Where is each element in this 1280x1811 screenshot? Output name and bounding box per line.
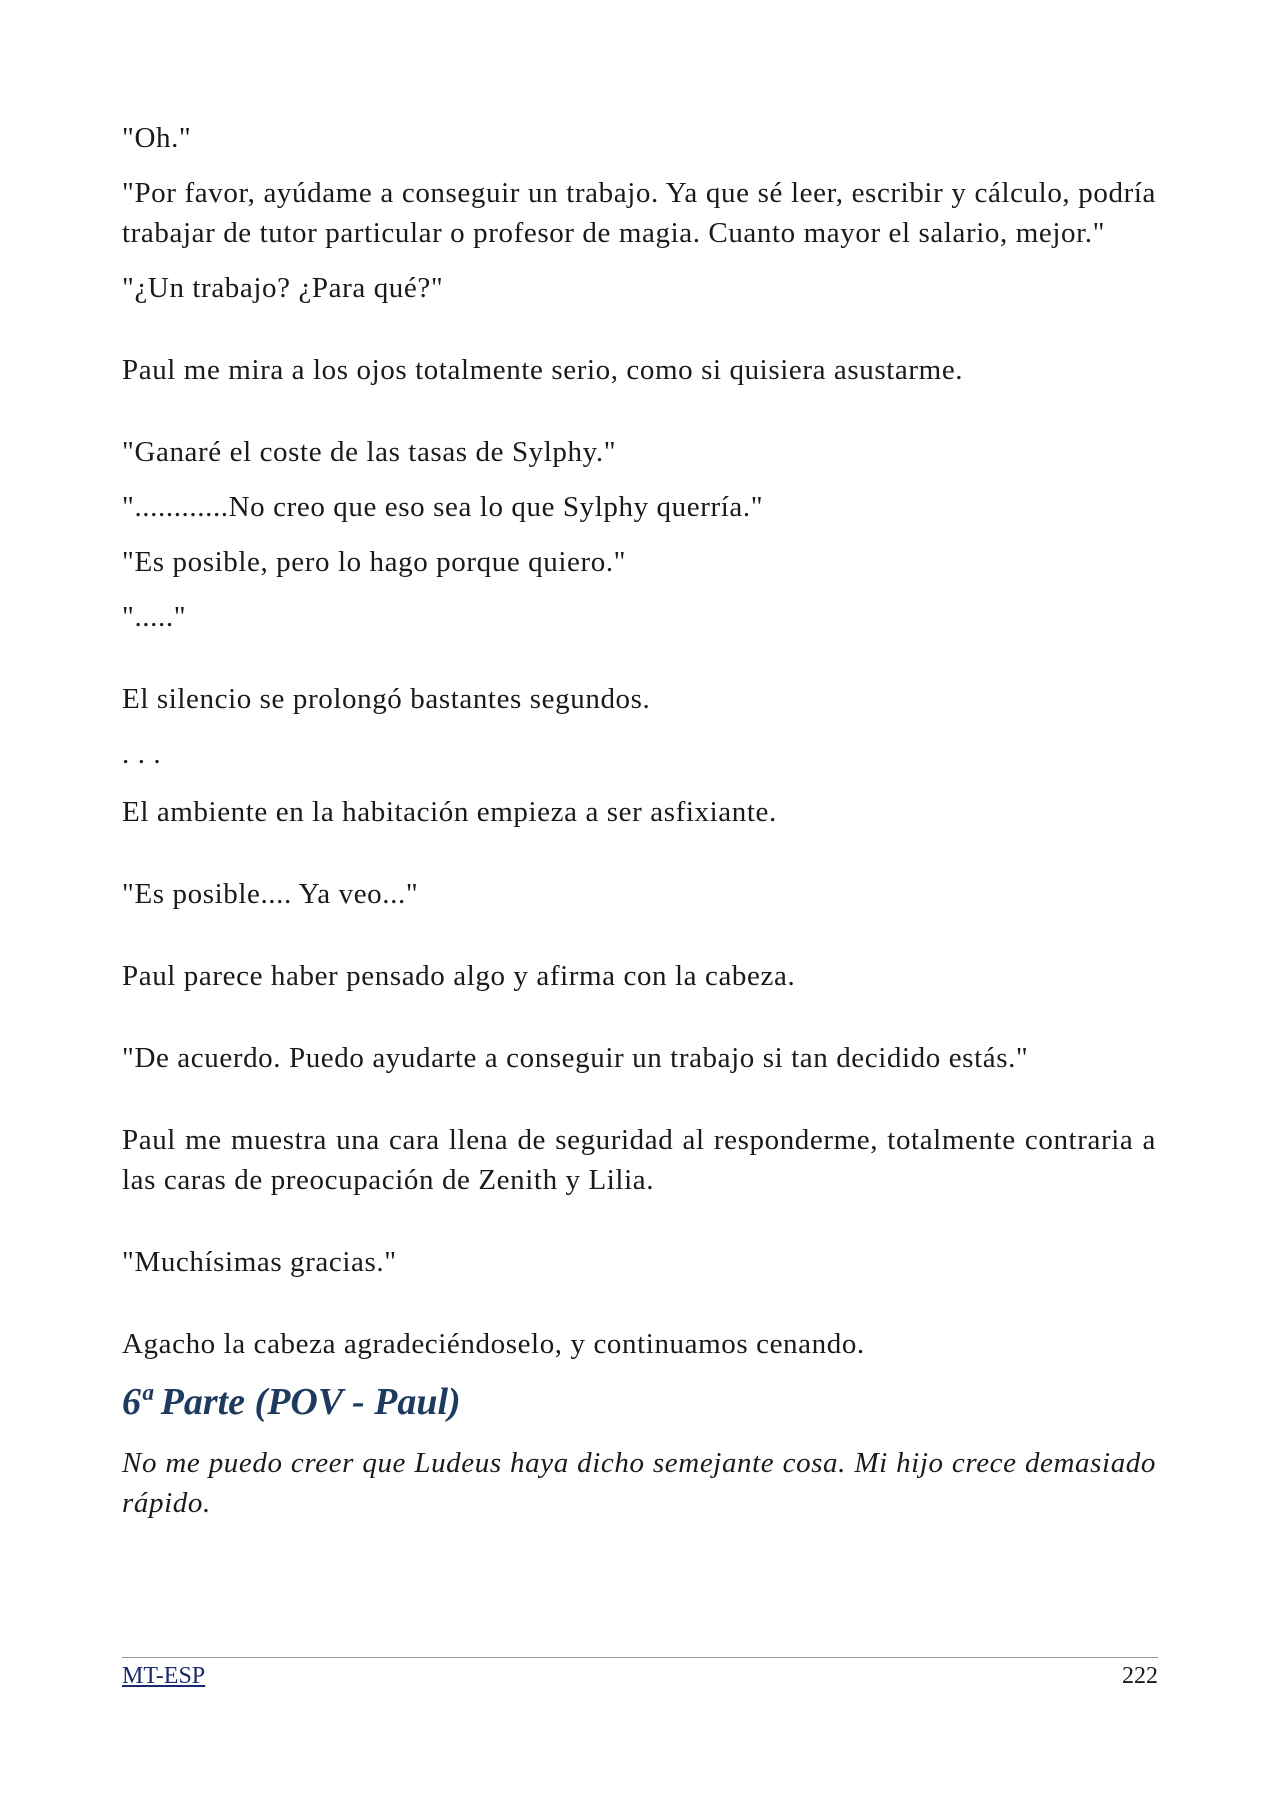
paragraph: "Ganaré el coste de las tasas de Sylphy." [122, 436, 617, 468]
paragraph: Paul parece haber pensado algo y afirma con la cabeza. [122, 960, 796, 992]
paragraph: Paul me muestra una cara llena de seguridad al responderme, totalmente contraria a las caras de preocupación de Zenith y Lilia. [122, 1124, 1156, 1196]
paragraph: "Es posible.... Ya veo..." [122, 878, 419, 910]
section-heading: 6ª Parte (POV - Paul) [122, 1381, 461, 1423]
paragraph: "............No creo que eso sea lo que Sylphy querría." [122, 491, 764, 523]
document-page [122, 118, 1156, 1523]
paragraph: Agacho la cabeza agradeciéndoselo, y continuamos cenando. [122, 1328, 865, 1360]
page-number: 222 [1122, 1663, 1158, 1689]
paragraph: "Por favor, ayúdame a conseguir un trabajo. Ya que sé leer, escribir y cálculo, podría trabajar de tutor particular o profesor de magia. Cuanto mayor el salario, mejor." [122, 177, 1156, 249]
section-intro-paragraph: No me puedo creer que Ludeus haya dicho semejante cosa. Mi hijo crece demasiado rápido. [122, 1447, 1156, 1519]
footer-link[interactable]: MT-ESP [122, 1663, 206, 1689]
paragraph: "Oh." [122, 122, 192, 154]
paragraph: "¿Un trabajo? ¿Para qué?" [122, 272, 444, 304]
paragraph: Paul me mira a los ojos totalmente serio, como si quisiera asustarme. [122, 354, 964, 386]
paragraph: El ambiente en la habitación empieza a ser asfixiante. [122, 796, 777, 828]
paragraph: "De acuerdo. Puedo ayudarte a conseguir un trabajo si tan decidido estás." [122, 1042, 1029, 1074]
paragraph: El silencio se prolongó bastantes segundos. [122, 683, 651, 715]
page-footer [122, 1657, 1158, 1692]
body-text [122, 118, 1156, 1364]
paragraph: . . . [122, 738, 162, 770]
paragraph: "Es posible, pero lo hago porque quiero." [122, 546, 627, 578]
paragraph: "....." [122, 601, 187, 633]
paragraph: "Muchísimas gracias." [122, 1246, 397, 1278]
